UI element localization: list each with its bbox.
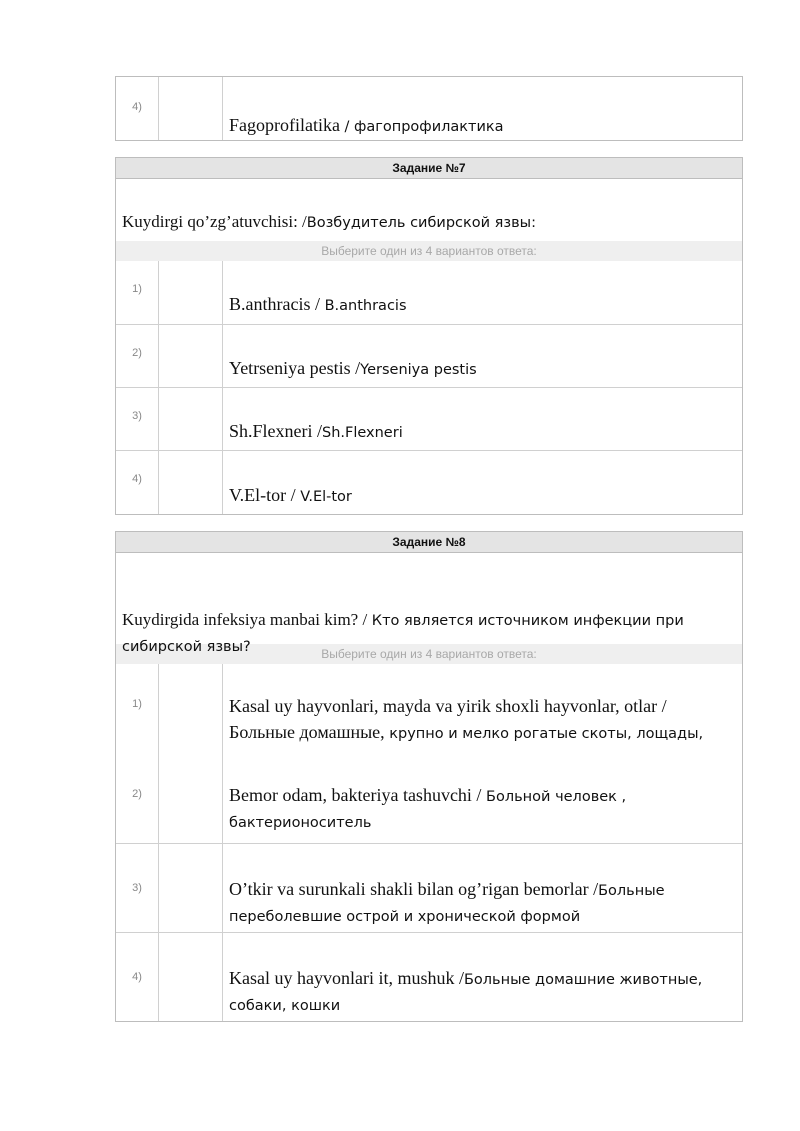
answer-number: 2) (132, 788, 142, 800)
answer-row[interactable] (116, 932, 742, 1021)
answer-text: B.anthracis / B.anthracis (229, 294, 407, 314)
answer-number: 3) (132, 410, 142, 422)
answer-row[interactable] (116, 450, 742, 514)
task-7-block (115, 157, 743, 515)
answer-text: Sh.Flexneri /Sh.Flexneri (229, 421, 403, 441)
answer-number: 2) (132, 347, 142, 359)
answer-row[interactable] (116, 77, 742, 140)
answer-text: Kasal uy hayvonlari it, mushuk /Больные домашние животные, собаки, кошки (229, 968, 703, 1014)
answer-hint: Выберите один из 4 вариантов ответа: (116, 241, 742, 261)
question-text: Kuydirgi qo’zg’atuvchisi: /Возбудитель сибирской язвы: (122, 212, 536, 231)
prev-task-block (115, 76, 743, 141)
answer-text: Fagoprofilatika / фагопрофилактика (229, 115, 504, 135)
answer-text: Bemor odam, bakteriya tashuvchi / Больной человек , бактерионоситель (229, 785, 627, 831)
answer-row[interactable] (116, 664, 742, 754)
answer-number: 1) (132, 698, 142, 710)
answer-text: V.El-tor / V.El-tor (229, 485, 352, 505)
answer-row[interactable] (116, 754, 742, 843)
answer-hint: Выберите один из 4 вариантов ответа: (116, 644, 742, 664)
answer-row[interactable] (116, 387, 742, 450)
answer-number: 4) (132, 971, 142, 983)
answer-text: Yetrseniya pestis /Yerseniya pestis (229, 358, 477, 378)
question-text: Kuydirgida infeksiya manbai kim? / Кто является источником инфекции при сибирской язвы? (122, 610, 684, 655)
task-8-block (115, 531, 743, 1022)
answer-text: Kasal uy hayvonlari, mayda va yirik shoxli hayvonlar, otlar / Больные домашные, крупно и мелко рогатые скоты, лощады, (229, 696, 704, 742)
answer-number: 4) (132, 101, 142, 113)
answer-number: 4) (132, 473, 142, 485)
answer-number: 1) (132, 283, 142, 295)
task-header: Задание №7 (116, 158, 742, 179)
answer-row[interactable] (116, 261, 742, 324)
answer-text: O’tkir va surunkali shakli bilan og’rigan bemorlar /Больные переболевшие острой и хронической формой (229, 879, 665, 925)
answer-row[interactable] (116, 324, 742, 387)
answer-number: 3) (132, 882, 142, 894)
answer-row[interactable] (116, 843, 742, 932)
task-header: Задание №8 (116, 532, 742, 553)
